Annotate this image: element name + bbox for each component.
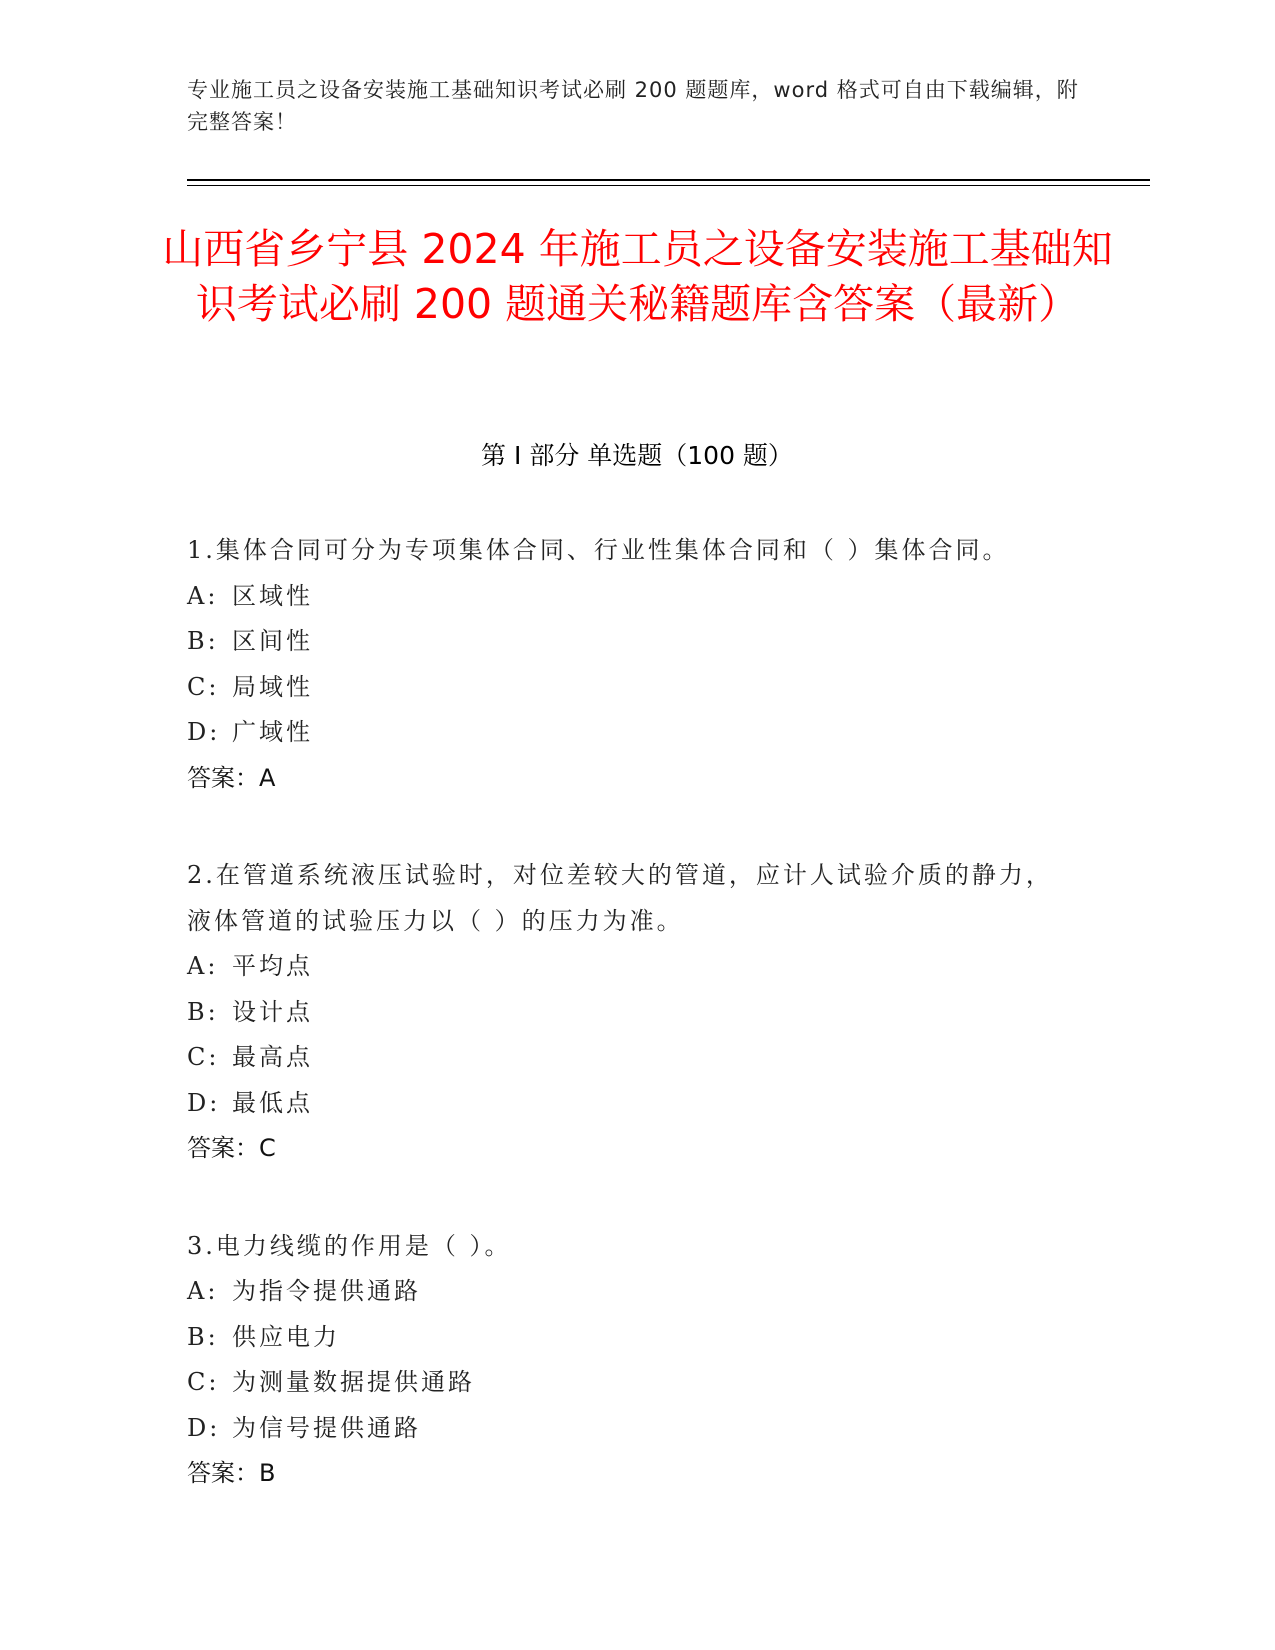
option-c [187, 665, 1067, 711]
option-b [187, 619, 1067, 665]
question-stem: 2.在管道系统液压试验时，对位差较大的管道，应计人试验介质的静力，液体管道的试验压力以（ ）的压力为准。 [187, 861, 1053, 935]
option-a [187, 1269, 1067, 1315]
section-title: 第 I 部分 单选题（100 题） [481, 441, 793, 470]
answer-line: 答案：C [187, 1134, 276, 1162]
option-key: D: [187, 1413, 221, 1442]
header-rule-thin [187, 185, 1150, 186]
question-list [187, 528, 1067, 1549]
option-d [187, 1081, 1067, 1127]
header-rule-thick [187, 179, 1150, 181]
question-3 [187, 1224, 1067, 1497]
option-text: 供应电力 [232, 1322, 340, 1351]
option-d [187, 1406, 1067, 1452]
option-c [187, 1035, 1067, 1081]
option-b [187, 1315, 1067, 1361]
answer-line: 答案：B [187, 1459, 276, 1487]
option-a [187, 944, 1067, 990]
option-key: D: [187, 718, 221, 746]
option-key: C: [187, 672, 220, 701]
option-text: 为信号提供通路 [232, 1413, 421, 1442]
option-key: D: [187, 1088, 221, 1117]
option-text: 为指令提供通路 [232, 1277, 421, 1305]
option-key: A: [187, 581, 219, 610]
answer-line: 答案：A [187, 763, 276, 792]
option-a [187, 574, 1067, 620]
option-key: B: [187, 627, 219, 655]
question-2 [187, 853, 1067, 1172]
option-key: C: [187, 1043, 220, 1071]
option-text: 平均点 [232, 952, 313, 980]
option-text: 广域性 [232, 718, 313, 746]
question-stem: 3.电力线缆的作用是（ ）。 [187, 1231, 512, 1260]
question-1 [187, 528, 1067, 801]
document-title: 山西省乡宁县 2024 年施工员之设备安装施工基础知识考试必刷 200 题通关秘籍题库含答案（最新） [162, 225, 1113, 328]
option-b [187, 990, 1067, 1036]
option-text: 局域性 [232, 672, 313, 701]
option-key: B: [187, 997, 219, 1026]
option-text: 设计点 [232, 997, 313, 1026]
option-key: B: [187, 1322, 219, 1351]
header-note: 专业施工员之设备安装施工基础知识考试必刷 200 题题库，word 格式可自由下载编辑，附完整答案！ [187, 78, 1079, 134]
option-text: 区间性 [232, 627, 313, 655]
option-text: 最低点 [232, 1088, 313, 1117]
option-d [187, 710, 1067, 756]
option-key: C: [187, 1368, 220, 1396]
option-text: 最高点 [232, 1043, 313, 1071]
question-stem: 1.集体合同可分为专项集体合同、行业性集体合同和（ ）集体合同。 [187, 536, 1010, 564]
option-c [187, 1360, 1067, 1406]
option-key: A: [187, 1277, 219, 1305]
option-key: A: [187, 952, 219, 980]
option-text: 区域性 [232, 581, 313, 610]
option-text: 为测量数据提供通路 [232, 1368, 475, 1396]
